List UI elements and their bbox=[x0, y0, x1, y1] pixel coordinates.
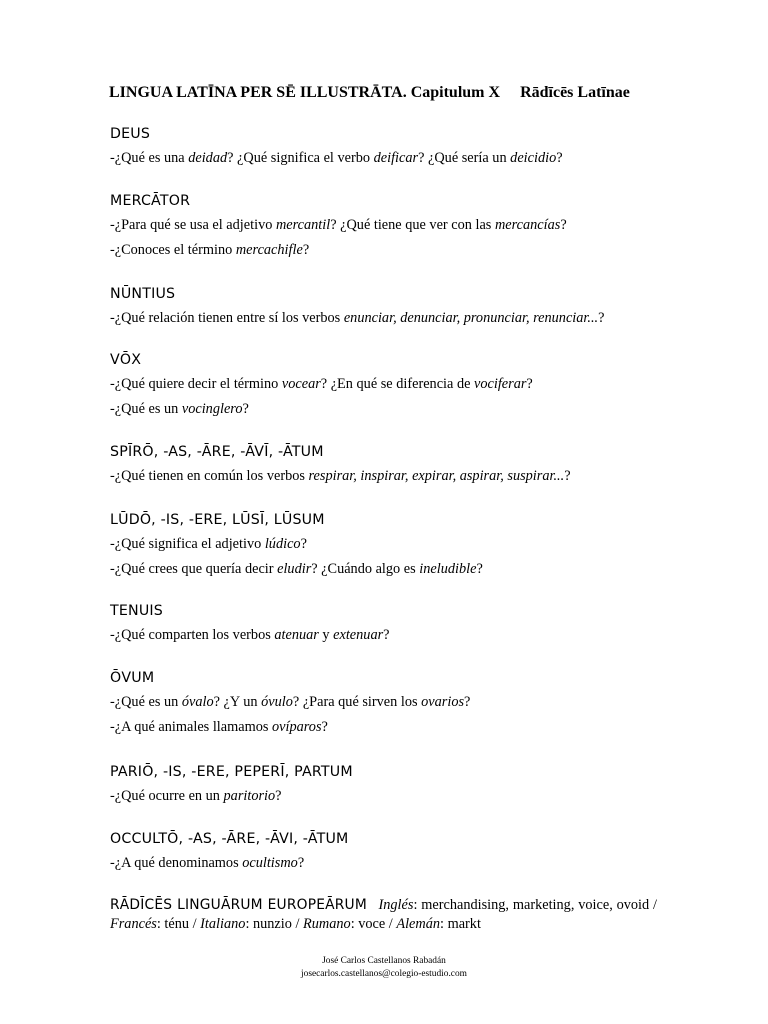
italic-term: óvalo bbox=[181, 694, 214, 710]
question-line bbox=[110, 240, 670, 260]
section-heading: NŪNTIUS bbox=[110, 286, 176, 302]
question-line bbox=[110, 786, 670, 806]
question-line bbox=[110, 853, 670, 873]
text-segment: -¿A qué animales llamamos bbox=[110, 719, 272, 735]
text-segment: -¿Qué relación tienen entre sí los verbos bbox=[110, 310, 344, 326]
text-segment: ? bbox=[464, 694, 471, 710]
question-line bbox=[110, 559, 670, 579]
question-line bbox=[110, 399, 670, 419]
question-line bbox=[110, 466, 670, 486]
text-segment: ? bbox=[383, 627, 390, 643]
section-heading: VŌX bbox=[110, 352, 142, 368]
text-segment: -¿Para qué se usa el adjetivo bbox=[110, 217, 276, 233]
text-segment: ? bbox=[242, 401, 249, 417]
italic-term: eludir bbox=[277, 561, 312, 577]
title-main: LINGUA LATĪNA PER SĒ ILLUSTRĀTA. Capitulum X bbox=[109, 84, 501, 101]
text-segment: -¿Qué es un bbox=[110, 694, 182, 710]
text-segment: ? bbox=[476, 561, 483, 577]
text-segment: ? bbox=[556, 150, 563, 166]
section-ovum bbox=[110, 668, 670, 737]
italic-term: paritorio bbox=[223, 788, 276, 804]
text-segment: : markt bbox=[440, 916, 481, 932]
italic-term: deicidio bbox=[510, 150, 557, 166]
section-tenuis bbox=[110, 601, 670, 645]
text-segment: ? ¿Qué sería un bbox=[418, 150, 511, 166]
text-segment: ? bbox=[275, 788, 282, 804]
text-segment: : merchandising, marketing, voice, ovoid / bbox=[413, 897, 657, 913]
text-segment: ? bbox=[526, 376, 533, 392]
footer-email: josecarlos.castellanos@colegio-estudio.com bbox=[301, 969, 467, 979]
italic-term: Italiano bbox=[200, 916, 246, 932]
italic-term: Alemán bbox=[396, 916, 441, 932]
italic-term: ovíparos bbox=[272, 719, 322, 735]
text-segment: -¿Qué significa el adjetivo bbox=[110, 536, 265, 552]
text-segment: -¿Conoces el término bbox=[110, 242, 236, 258]
section-heading: SPĪRŌ, -AS, -ĀRE, -ĀVĪ, -ĀTUM bbox=[110, 444, 324, 460]
section-pario bbox=[110, 762, 670, 806]
text-segment: -¿Qué crees que quería decir bbox=[110, 561, 278, 577]
text-segment: ? bbox=[564, 468, 571, 484]
text-segment: -¿Qué es un bbox=[110, 401, 182, 417]
text-segment: -¿Qué es una bbox=[110, 150, 189, 166]
question-line bbox=[110, 148, 670, 168]
text-segment: -¿Qué comparten los verbos bbox=[110, 627, 275, 643]
text-segment: ? bbox=[560, 217, 567, 233]
italic-term: vocear bbox=[281, 376, 321, 392]
italic-term: ineludible bbox=[419, 561, 477, 577]
italic-term: vociferar bbox=[474, 376, 527, 392]
text-segment: ? ¿Qué significa el verbo bbox=[227, 150, 374, 166]
question-line bbox=[110, 215, 670, 235]
italic-term: respirar, inspirar, expirar, aspirar, suspirar... bbox=[308, 468, 565, 484]
text-segment: ? ¿Cuándo algo es bbox=[311, 561, 420, 577]
italic-term: Francés bbox=[110, 916, 157, 932]
text-segment: ? bbox=[302, 242, 310, 258]
italic-term: ovarios bbox=[421, 694, 465, 710]
question-line bbox=[110, 717, 670, 737]
italic-term: Inglés bbox=[378, 897, 414, 913]
italic-term: deidad bbox=[188, 150, 228, 166]
italic-term: mercachifle bbox=[235, 242, 303, 258]
question-line bbox=[110, 374, 670, 394]
title-radices: Rādīcēs Latīnae bbox=[520, 84, 630, 101]
italic-term: atenuar bbox=[274, 627, 319, 643]
italic-term: enunciar, denunciar, pronunciar, renunciar... bbox=[343, 310, 599, 326]
text-segment: : nunzio / bbox=[245, 916, 304, 932]
section-occulto bbox=[110, 829, 670, 873]
text-segment: : voce / bbox=[350, 916, 397, 932]
section-ludo bbox=[110, 510, 670, 579]
italic-term: extenuar bbox=[333, 627, 384, 643]
italic-term: vocinglero bbox=[181, 401, 243, 417]
text-segment: y bbox=[318, 627, 334, 643]
section-heading: ŌVUM bbox=[110, 670, 155, 686]
section-heading: TENUIS bbox=[110, 603, 164, 619]
text-segment: -¿Qué quiere decir el término bbox=[110, 376, 282, 392]
text-segment: -¿A qué denominamos bbox=[110, 855, 243, 871]
page-title bbox=[109, 84, 630, 102]
section-deus bbox=[110, 124, 670, 168]
italic-term: deificar bbox=[373, 150, 419, 166]
section-nuntius bbox=[110, 284, 670, 328]
section-spiro bbox=[110, 442, 670, 486]
section-vox bbox=[110, 350, 670, 419]
text-segment: : ténu / bbox=[156, 916, 201, 932]
italic-term: mercancías bbox=[494, 217, 561, 233]
question-line bbox=[110, 308, 670, 328]
european-roots-paragraph bbox=[110, 896, 657, 934]
text-segment: ? ¿En qué se diferencia de bbox=[320, 376, 475, 392]
section-heading: MERCĀTOR bbox=[110, 193, 191, 209]
question-line bbox=[110, 625, 670, 645]
section-heading: DEUS bbox=[110, 126, 151, 142]
text-segment: ? ¿Qué tiene que ver con las bbox=[330, 217, 495, 233]
page-footer bbox=[0, 955, 768, 981]
text-segment: ? bbox=[321, 719, 328, 735]
section-mercator bbox=[110, 191, 670, 260]
text-segment: -¿Qué tienen en común los verbos bbox=[110, 468, 309, 484]
question-line bbox=[110, 534, 670, 554]
section-heading: PARIŌ, -IS, -ERE, PEPERĪ, PARTUM bbox=[110, 764, 353, 780]
italic-term: mercantil bbox=[275, 217, 331, 233]
text-segment: ? ¿Y un bbox=[213, 694, 262, 710]
italic-term: Rumano bbox=[303, 916, 351, 932]
text-segment: ? bbox=[300, 536, 307, 552]
text-segment: ? bbox=[297, 855, 305, 871]
european-roots-heading: RĀDĪCĒS LINGUĀRUM EUROPEĀRUM bbox=[110, 897, 367, 913]
section-heading: LŪDŌ, -IS, -ERE, LŪSĪ, LŪSUM bbox=[110, 512, 325, 528]
footer-author: José Carlos Castellanos Rabadán bbox=[322, 956, 446, 966]
section-heading: OCCULTŌ, -AS, -ĀRE, -ĀVI, -ĀTUM bbox=[110, 831, 349, 847]
question-line bbox=[110, 692, 670, 712]
text-segment: -¿Qué ocurre en un bbox=[110, 788, 224, 804]
italic-term: óvulo bbox=[261, 694, 293, 710]
text-segment: ? ¿Para qué sirven los bbox=[292, 694, 422, 710]
italic-term: ocultismo bbox=[242, 855, 298, 871]
italic-term: lúdico bbox=[264, 536, 301, 552]
text-segment: ? bbox=[598, 310, 605, 326]
